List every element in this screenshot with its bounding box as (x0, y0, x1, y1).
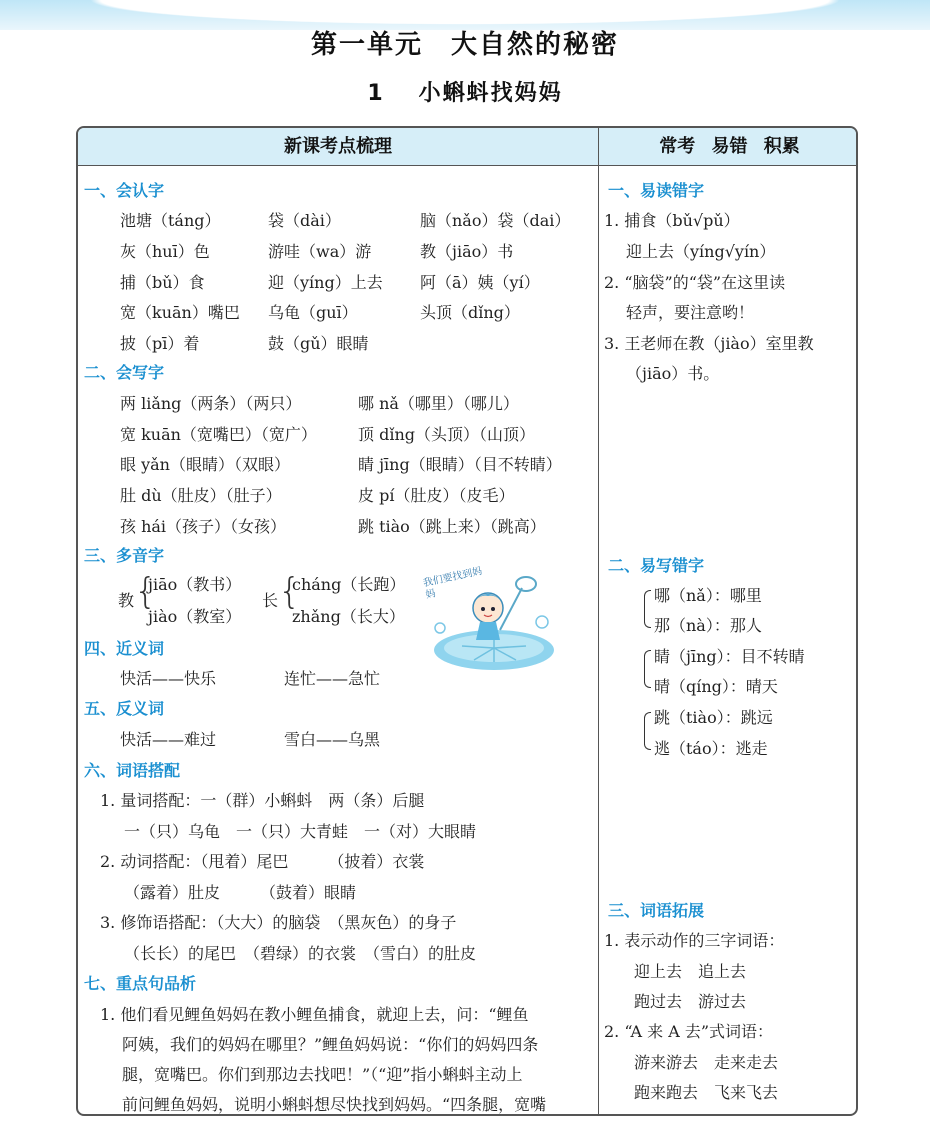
expand-line: 游来游去 走来走去 (634, 1053, 779, 1072)
girl-eye (491, 607, 495, 611)
section-write-title: 二、会写字 (84, 363, 165, 382)
expand-line: 迎上去 追上去 (634, 962, 747, 981)
polyphone-reading: jiào（教室） (148, 607, 242, 626)
recognize-cell: 阿（ā）姨（yí） (420, 273, 540, 292)
recognize-cell: 迎（yíng）上去 (268, 273, 383, 292)
recognize-cell: 灰（huī）色 (120, 242, 210, 261)
unit-title: 第一单元 大自然的秘密 (310, 30, 619, 60)
write-cell: 眼 yǎn（眼睛）（双眼） (120, 455, 290, 474)
write-cell: 睛 jīng（眼睛）（目不转睛） (358, 455, 562, 474)
brace-icon: { (134, 571, 157, 612)
lesson-name: 小蝌蚪找妈妈 (418, 81, 563, 106)
section-collocation-title: 六、词语搭配 (84, 761, 181, 780)
misread-line: （jiāo）书。 (626, 364, 720, 383)
brace-icon (644, 712, 651, 750)
sentence-line: 1. 他们看见鲤鱼妈妈在教小鲤鱼捕食，就迎上去，问：“鲤鱼 (100, 1005, 529, 1024)
girl-face (473, 593, 503, 623)
net-icon (516, 577, 536, 591)
collocation-line: 3. 修饰语搭配：（大大）的脑袋 （黑灰色）的身子 (100, 913, 457, 932)
recognize-cell: 教（jiāo）书 (420, 242, 514, 261)
lesson-number: 1 (367, 81, 385, 106)
study-table (76, 126, 858, 1116)
collocation-line: 一（只）乌龟 一（只）大青蛙 一（对）大眼睛 (124, 822, 477, 841)
misread-line: 2. “脑袋”的“袋”在这里读 (604, 273, 786, 292)
misread-line: 迎上去（yíng√yín） (626, 242, 776, 261)
bubble-icon (536, 616, 548, 628)
section-misread-title: 一、易读错字 (608, 181, 705, 200)
recognize-cell: 宽（kuān）嘴巴 (120, 303, 240, 322)
write-cell: 肚 dù（肚皮）（肚子） (120, 486, 282, 505)
girl-eye (481, 607, 485, 611)
write-cell: 跳 tiào（跳上来）（跳高） (358, 517, 546, 536)
sentence-line: 腿，宽嘴巴。你们到那边去找吧！”（“迎”指小蝌蚪主动上 (122, 1065, 523, 1084)
girl-dress (476, 622, 500, 640)
recognize-cell: 袋（dài） (268, 211, 341, 230)
write-cell: 皮 pí（肚皮）（皮毛） (358, 486, 515, 505)
expand-line: 跑过去 游过去 (634, 992, 747, 1011)
recognize-cell: 池塘（táng） (120, 211, 221, 230)
recognize-cell: 乌龟（guī） (268, 303, 358, 322)
brace-icon (644, 590, 651, 628)
antonym-pair: 快活——难过 (120, 730, 217, 749)
section-recognize-title: 一、会认字 (84, 181, 165, 200)
brace-icon (644, 650, 651, 688)
recognize-cell: 脑（nǎo）袋（dai） (420, 211, 571, 230)
synonym-pair: 连忙——急忙 (284, 669, 381, 688)
write-cell: 顶 dǐng（头顶）（山顶） (358, 425, 535, 444)
miswrite-item: 睛（jīng）：目不转睛 (654, 647, 805, 666)
synonym-pair: 快活——快乐 (120, 669, 217, 688)
section-antonym-title: 五、反义词 (84, 699, 165, 718)
expand-line: 1. 表示动作的三字词语： (604, 931, 785, 950)
miswrite-item: 哪（nǎ）：哪里 (654, 586, 762, 605)
polyphone-reading: cháng（长跑） (292, 575, 406, 594)
brace-icon: { (278, 571, 301, 612)
section-sentence-title: 七、重点句品析 (84, 974, 197, 993)
column-divider (598, 128, 599, 1116)
recognize-cell: 鼓（gǔ）眼睛 (268, 334, 369, 353)
recognize-cell: 游哇（wa）游 (268, 242, 372, 261)
section-expand-title: 三、词语拓展 (608, 901, 705, 920)
polyphone-char: 长 (262, 591, 279, 610)
right-header: 常考 易错 积累 (598, 128, 858, 166)
section-polyphone-title: 三、多音字 (84, 546, 165, 565)
left-header: 新课考点梳理 (78, 128, 598, 166)
lesson-title (0, 76, 930, 107)
antonym-pair: 雪白——乌黑 (284, 730, 381, 749)
write-cell: 哪 nǎ（哪里）（哪儿） (358, 394, 519, 413)
recognize-cell: 披（pī）着 (120, 334, 200, 353)
expand-line: 2. “A 来 A 去”式词语： (604, 1022, 774, 1041)
collocation-line: 1. 量词搭配：一（群）小蝌蚪 两（条）后腿 (100, 791, 425, 810)
miswrite-item: 逃（táo）：逃走 (654, 739, 768, 758)
bubble-icon (435, 623, 445, 633)
polyphone-reading: zhǎng（长大） (292, 607, 405, 626)
collocation-line: （露着）肚皮 （鼓着）眼睛 (124, 883, 357, 902)
write-cell: 宽 kuān（宽嘴巴）（宽广） (120, 425, 317, 444)
polyphone-char: 教 (118, 591, 135, 610)
recognize-cell: 捕（bǔ）食 (120, 273, 205, 292)
collocation-line: （长长）的尾巴 （碧绿）的衣裳 （雪白）的肚皮 (124, 944, 477, 963)
miswrite-item: 跳（tiào）：跳远 (654, 708, 773, 727)
illustration-speech: 我们要找到妈妈 (422, 566, 484, 601)
write-cell: 孩 hái（孩子）（女孩） (120, 517, 287, 536)
polyphone-reading: jiāo（教书） (148, 575, 242, 594)
misread-line: 3. 王老师在教（jiào）室里教 (604, 334, 814, 353)
misread-line: 轻声，要注意哟！ (626, 303, 755, 322)
misread-line: 1. 捕食（bǔ√pǔ） (604, 211, 740, 230)
sentence-line: 前问鲤鱼妈妈，说明小蝌蚪想尽快找到妈妈。“四条腿，宽嘴 (122, 1095, 547, 1114)
collocation-line: 2. 动词搭配：（甩着）尾巴 （披着）衣裳 (100, 852, 425, 871)
miswrite-item: 那（nà）：那人 (654, 616, 762, 635)
expand-line: 跑来跑去 飞来飞去 (634, 1083, 779, 1102)
recognize-cell: 头顶（dǐng） (420, 303, 520, 322)
write-cell: 两 liǎng（两条）（两只） (120, 394, 302, 413)
miswrite-item: 晴（qíng）：晴天 (654, 677, 778, 696)
sentence-line: 阿姨，我们的妈妈在哪里？”鲤鱼妈妈说：“你们的妈妈四条 (122, 1035, 539, 1054)
section-synonym-title: 四、近义词 (84, 639, 165, 658)
section-miswrite-title: 二、易写错字 (608, 556, 705, 575)
